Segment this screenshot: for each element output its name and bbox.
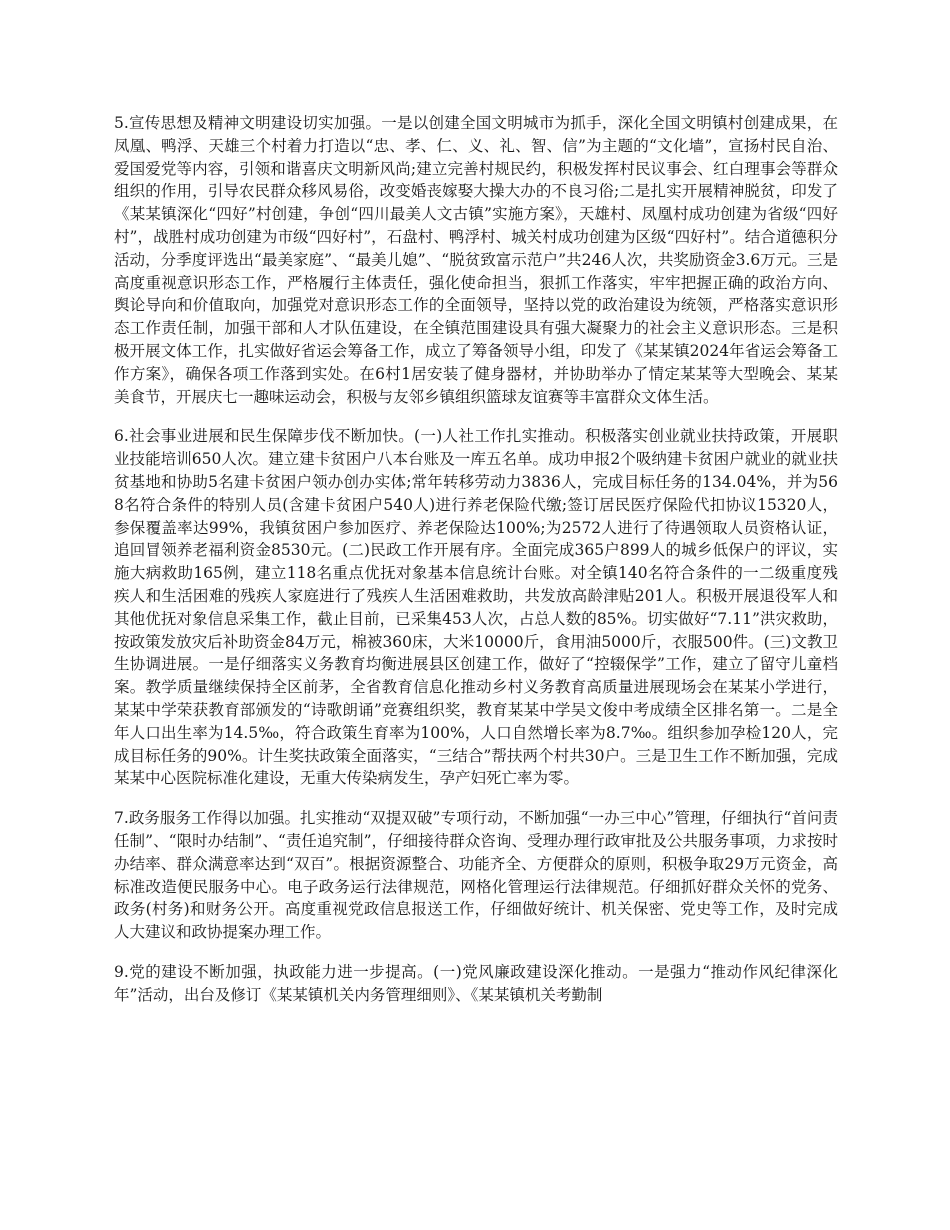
paragraph-party-building: 9.党的建设不断加强，执政能力进一步提高。(一)党风廉政建设深化推动。一是强力“推动作风纪律深化年”活动，出台及修订《某某镇机关内务管理细则》、《某某镇机关考勤制 — [114, 962, 838, 1004]
paragraph-social-affairs: 6.社会事业进展和民生保障步伐不断加快。(一)人社工作扎实推动。积极落实创业就业扶持政策，开展职业技能培训650人次。建立建卡贫困户八本台账及一库五名单。成功申报2个吸纳建卡贫困户就业的就业扶贫基地和协助5名建卡贫困户领办创办实体;常年转移劳动力3836人，完成目标任务的134.04%，并为568名符合条件的特别人员(含建卡贫困户540人)进行养老保险代缴;签订居民医疗保险代扣协议15320人，参保覆盖率达99%，我镇贫困户参加医疗、养老保险达100%;为2572人进行了待遇领取人员资格认证，追回冒领养老福利资金8530元。(二)民政工作开展有序。全面完成365户899人的城乡低保户的评议，实施大病救助165例，建立118名重点优抚对象基本信息统计台账。对全镇140名符合条件的一二级重度残疾人和生活困难的残疾人家庭进行了残疾人生活困难救助，共发放高龄津贴201人。积极开展退役军人和其他优抚对象信息采集工作，截止目前，已采集453人次，占总人数的85%。切实做好“7.11”洪灾救助，按政策发放灾后补助资金84万元，棉被360床，大米10000斤，食用油5000斤，衣服500件。(三)文教卫生协调进展。一是仔细落实义务教育均衡进展县区创建工作，做好了“控辍保学”工作，建立了留守儿童档案。教学质量继续保持全区前茅，全省教育信息化推动乡村义务教育高质量进展现场会在某某小学进行，某某中学荣获教育部颁发的“诗歌朗诵”竞赛组织奖，教育某某中学吴文俊中考成绩全区排名第一。二是全年人口出生率为14.5‰，符合政策生育率为100%，人口自然增长率为8.7‰。组织参加孕检120人，完成目标任务的90%。计生奖扶政策全面落实，“三结合”帮扶两个村共30户。三是卫生工作不断加强，完成某某中心医院标准化建设，无重大传染病发生，孕产妇死亡率为零。 — [114, 427, 838, 788]
document-page — [114, 112, 838, 1023]
paragraph-propaganda: 5.宣传思想及精神文明建设切实加强。一是以创建全国文明城市为抓手，深化全国文明镇村创建成果，在凤凰、鸭浮、天雄三个村着力打造以“忠、孝、仁、义、礼、智、信”为主题的“文化墙”，宣扬村民自治、爱国爱党等内容，引领和谐喜庆文明新风尚;建立完善村规民约，积极发挥村民议事会、红白理事会等群众组织的作用，引导农民群众移风易俗，改变婚丧嫁娶大操大办的不良习俗;二是扎实开展精神脱贫，印发了《某某镇深化“四好”村创建，争创“四川最美人文古镇”实施方案》，天雄村、凤凰村成功创建为省级“四好村”，战胜村成功创建为市级“四好村”，石盘村、鸭浮村、城关村成功创建为区级“四好村”。结合道德积分活动，分季度评选出“最美家庭”、“最美儿媳”、“脱贫致富示范户”共246人次，共奖励资金3.6万元。三是高度重视意识形态工作，严格履行主体责任，强化使命担当，狠抓工作落实，牢牢把握正确的政治方向、舆论导向和价值取向，加强党对意识形态工作的全面领导，坚持以党的政治建设为统领，严格落实意识形态工作责任制，加强干部和人才队伍建设，在全镇范围建设具有强大凝聚力的社会主义意识形态。三是积极开展文体工作，扎实做好省运会筹备工作，成立了筹备领导小组，印发了《某某镇2024年省运会筹备工作方案》，确保各项工作落到实处。在6村1居安装了健身器材，并协助举办了情定某某等大型晚会、某某美食节，开展庆七一趣味运动会，积极与友邻乡镇组织篮球友谊赛等丰富群众文体生活。 — [114, 114, 838, 406]
paragraph-government-services: 7.政务服务工作得以加强。扎实推动“双提双破”专项行动，不断加强“一办三中心”管理，仔细执行“首问责任制”、“限时办结制”、“责任追究制”，仔细接待群众咨询、受理办理行政审批及公共服务事项，力求按时办结率、群众满意率达到“双百”。根据资源整合、功能齐全、方便群众的原则，积极争取29万元资金，高标准改造便民服务中心。电子政务运行法律规范，网格化管理运行法律规范。仔细抓好群众关怀的党务、政务(村务)和财务公开。高度重视党政信息报送工作，仔细做好统计、机关保密、党史等工作，及时完成人大建议和政协提案办理工作。 — [114, 809, 838, 942]
